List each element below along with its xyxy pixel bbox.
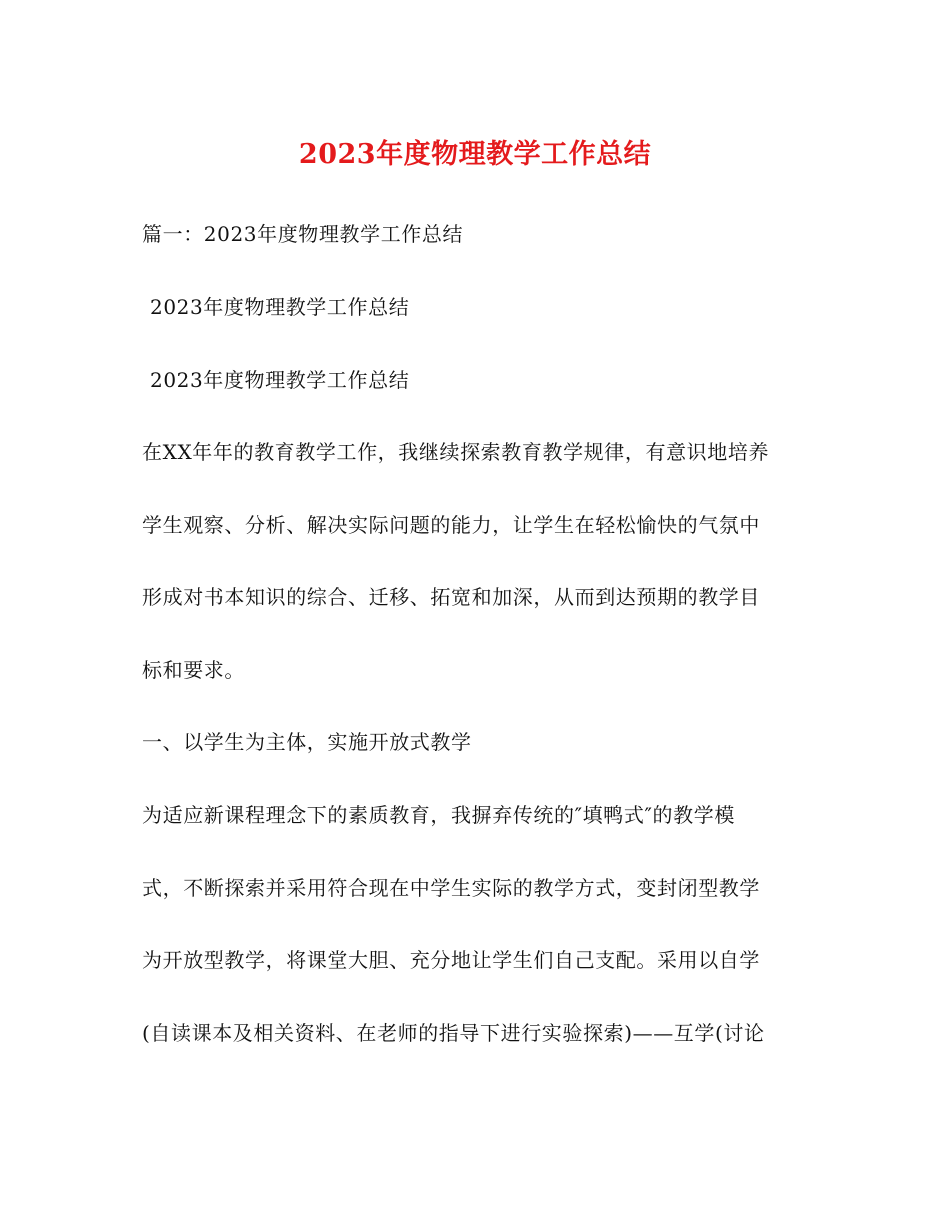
paragraph-line: 为适应新课程理念下的素质教育，我摒弃传统的″填鸭式″的教学模 <box>142 803 735 827</box>
subtitle-line: 2023年度物理教学工作总结 <box>150 295 410 319</box>
section-heading: 篇一：2023年度物理教学工作总结 <box>142 222 464 246</box>
paragraph-line: 标和要求。 <box>142 658 245 682</box>
subtitle-line: 2023年度物理教学工作总结 <box>150 368 410 392</box>
paragraph-line: 式，不断探索并采用符合现在中学生实际的教学方式，变封闭型教学 <box>142 876 760 900</box>
paragraph-line: 在XX年年的教育教学工作，我继续探索教育教学规律，有意识地培养 <box>142 440 770 464</box>
document-title: 2023年度物理教学工作总结 <box>298 139 652 170</box>
paragraph-line: 学生观察、分析、解决实际问题的能力，让学生在轻松愉快的气氛中 <box>142 513 760 537</box>
section-heading: 一、以学生为主体，实施开放式教学 <box>142 730 472 754</box>
paragraph-line: 为开放型教学，将课堂大胆、充分地让学生们自己支配。采用以自学 <box>142 948 760 972</box>
paragraph-line: (自读课本及相关资料、在老师的指导下进行实验探索)——互学(讨论 <box>142 1021 765 1045</box>
paragraph-line: 形成对书本知识的综合、迁移、拓宽和加深，从而到达预期的教学目 <box>142 585 760 609</box>
